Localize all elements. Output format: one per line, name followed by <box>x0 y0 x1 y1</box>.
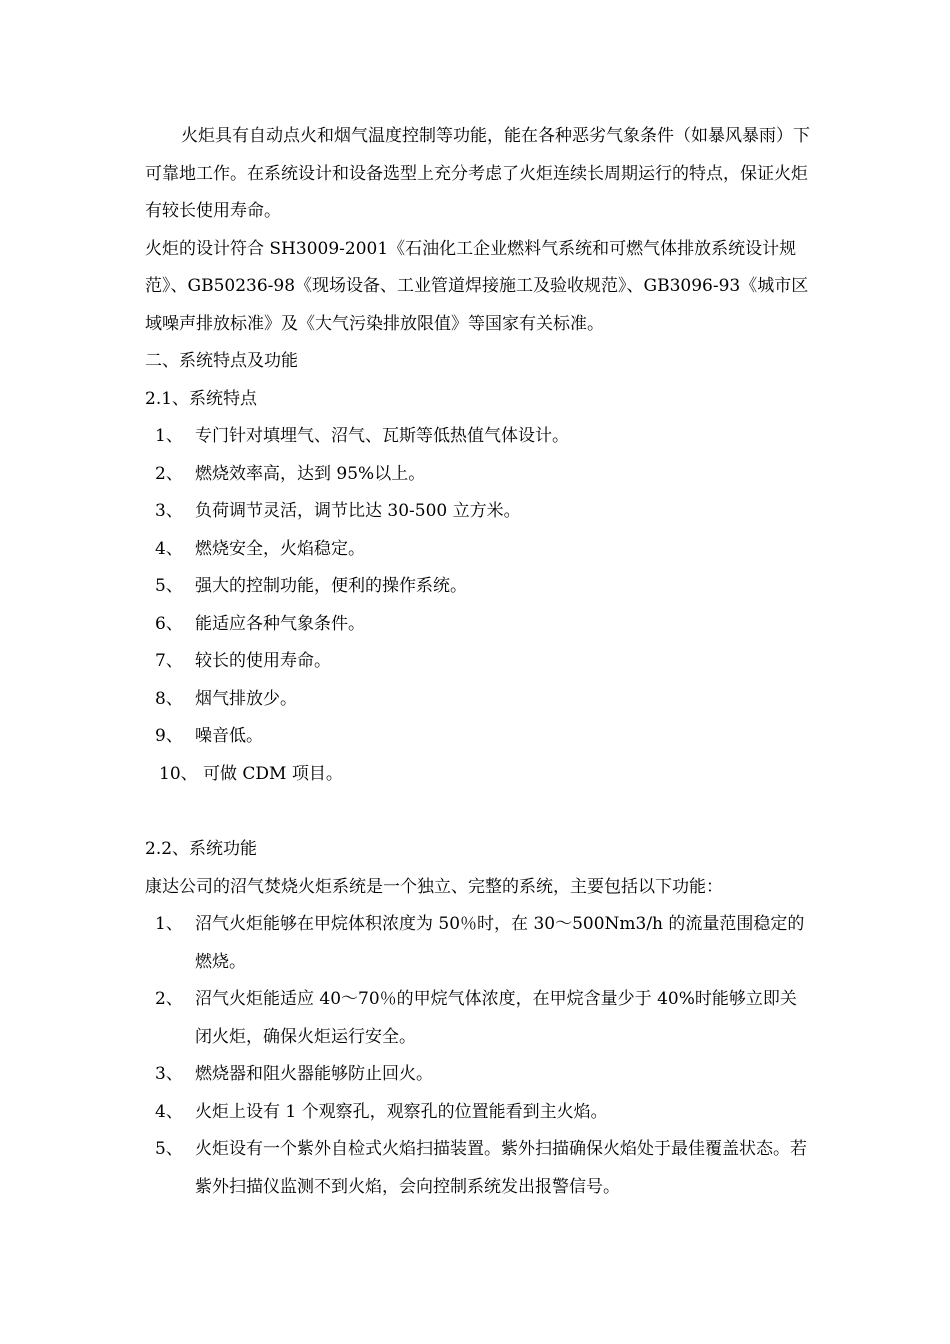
list-item <box>145 568 810 606</box>
subsection-heading-functions: 2.2、系统功能 <box>145 839 258 859</box>
list-number: 6、 <box>155 613 183 634</box>
list-text: 较长的使用寿命。 <box>195 651 331 671</box>
blank-line <box>145 793 810 831</box>
list-number: 5、 <box>155 576 183 596</box>
list-text: 沼气火炬能够在甲烷体积浓度为 50％时，在 30～500Nm3/h 的流量范围稳定的燃烧。 <box>195 914 805 972</box>
list-item <box>145 643 810 681</box>
list-item <box>145 606 810 644</box>
list-number: 10、 <box>159 763 198 784</box>
paragraph-flare-capabilities: 火炬具有自动点火和烟气温度控制等功能，能在各种恶劣气象条件（如暴风暴雨）下可靠地工作。在系统设计和设备选型上充分考虑了火炬连续长周期运行的特点，保证火炬有较长使用寿命。 <box>145 126 810 221</box>
list-item <box>145 493 810 531</box>
paragraph-design-standards: 火炬的设计符合 SH3009-2001《石油化工企业燃料气系统和可燃气体排放系统设计规范》、GB50236-98《现场设备、工业管道焊接施工及验收规范》、GB3096-93《城市区域噪声排放标准》及《大气污染排放限值》等国家有关标准。 <box>145 238 809 334</box>
list-number: 7、 <box>155 651 183 671</box>
list-text: 沼气火炬能适应 40～70％的甲烷气体浓度，在甲烷含量少于 40%时能够立即关闭火炬，确保火炬运行安全。 <box>195 989 797 1047</box>
section-heading: 二、系统特点及功能 <box>145 351 298 371</box>
list-text: 燃烧安全，火焰稳定。 <box>195 538 365 559</box>
function-list <box>145 906 810 1206</box>
list-item <box>145 981 810 1056</box>
list-text: 专门针对填埋气、沼气、瓦斯等低热值气体设计。 <box>195 426 569 446</box>
list-text: 火炬上设有 1 个观察孔，观察孔的位置能看到主火焰。 <box>195 1101 608 1122</box>
list-text: 燃烧器和阻火器能够防止回火。 <box>195 1064 433 1084</box>
list-text: 火炬设有一个紫外自检式火焰扫描装置。紫外扫描确保火焰处于最佳覆盖状态。若紫外扫描仪监测不到火焰，会向控制系统发出报警信号。 <box>195 1139 807 1197</box>
list-item <box>145 1131 810 1206</box>
list-number: 8、 <box>155 688 183 709</box>
list-number: 3、 <box>155 501 183 521</box>
list-text: 噪音低。 <box>195 726 263 746</box>
list-item <box>145 756 810 794</box>
list-text: 燃烧效率高，达到 95%以上。 <box>195 463 426 484</box>
list-number: 1、 <box>155 426 183 446</box>
list-text: 能适应各种气象条件。 <box>195 613 365 634</box>
list-number: 3、 <box>155 1064 183 1084</box>
list-text: 可做 CDM 项目。 <box>203 763 343 784</box>
list-number: 9、 <box>155 726 183 746</box>
list-number: 4、 <box>155 1101 183 1122</box>
functions-intro: 康达公司的沼气焚烧火炬系统是一个独立、完整的系统，主要包括以下功能： <box>145 876 723 897</box>
list-item <box>145 1056 810 1094</box>
subsection-heading-features: 2.1、系统特点 <box>145 388 258 409</box>
list-item <box>145 418 810 456</box>
list-number: 2、 <box>155 989 183 1009</box>
document-body <box>145 118 810 1206</box>
list-item <box>145 531 810 569</box>
list-text: 烟气排放少。 <box>195 688 297 709</box>
list-number: 1、 <box>155 914 183 934</box>
list-number: 4、 <box>155 538 183 559</box>
list-item <box>145 681 810 719</box>
list-item <box>145 456 810 494</box>
list-item <box>145 1094 810 1132</box>
list-number: 5、 <box>155 1139 183 1159</box>
list-item <box>145 906 810 981</box>
list-number: 2、 <box>155 463 183 484</box>
list-text: 强大的控制功能，便利的操作系统。 <box>195 576 467 596</box>
feature-list <box>145 418 810 793</box>
list-text: 负荷调节灵活，调节比达 30-500 立方米。 <box>195 501 521 521</box>
list-item <box>145 718 810 756</box>
